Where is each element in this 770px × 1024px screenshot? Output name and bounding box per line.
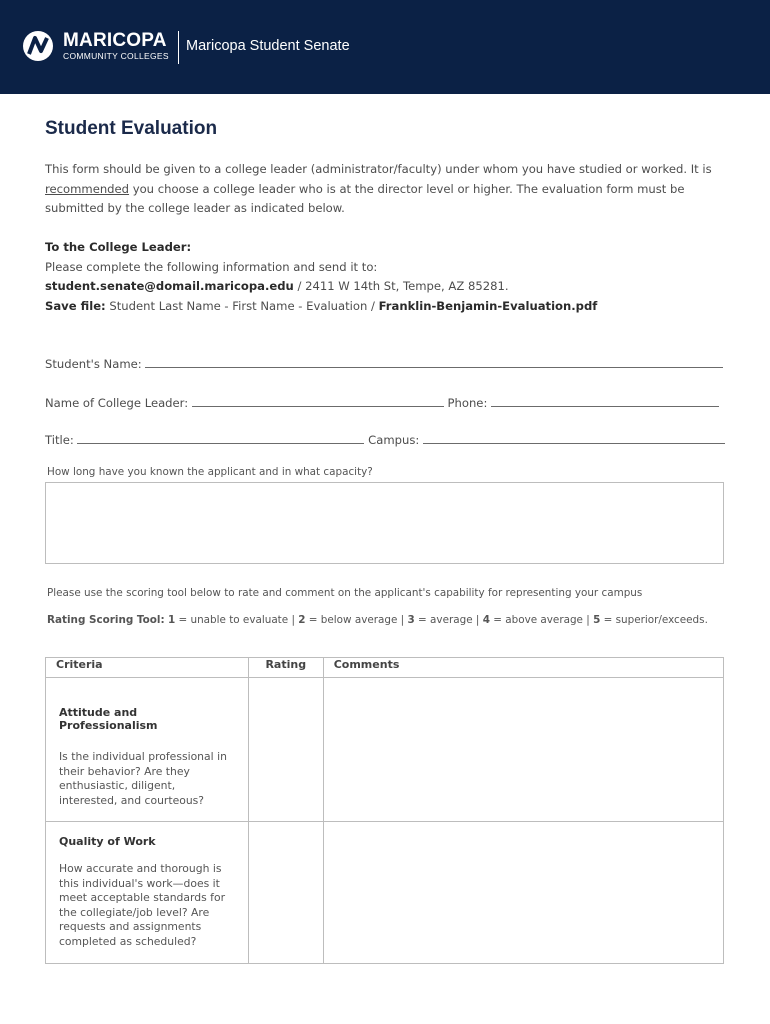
title-field[interactable] [77,431,364,444]
scale-2-text: = below average | [305,614,408,626]
rating-header: Rating [248,658,323,678]
criteria-description: Is the individual professional in their behavior? Are they enthusiastic, diligent, interested, and courteous? [59,750,227,807]
student-name-label: Student's Name: [45,357,142,371]
header-banner [0,0,770,94]
leader-name-label: Name of College Leader: [45,396,189,410]
scale-3-text: = average | [414,614,483,626]
table-row [46,822,724,964]
rating-cell[interactable] [248,678,323,822]
save-file-label: Save file: [45,298,106,313]
title-campus-row [45,431,725,447]
comments-cell[interactable] [323,822,723,964]
intro-underlined: recommended [45,181,130,196]
intro-text-1: This form should be given to a college leader (administrator/faculty) under whom you have studied or worked. It is [45,162,712,176]
criteria-cell [46,822,249,964]
criteria-description: How accurate and thorough is this individual's work—does it meet acceptable standards for the collegiate/job level? Are requests and assignments completed as scheduled? [59,862,226,948]
criteria-cell [46,678,249,822]
mail-address: / 2411 W 14th St, Tempe, AZ 85281. [293,279,509,293]
comments-cell[interactable] [323,678,723,822]
capacity-answer-box[interactable] [45,482,724,564]
leader-name-field[interactable] [192,394,444,407]
brand-name: MARICOPA [63,30,167,51]
maricopa-logo-icon [22,30,54,62]
scale-1-number: 1 [167,614,176,626]
phone-label: Phone: [447,396,488,410]
criteria-header: Criteria [46,658,249,678]
rating-cell[interactable] [248,822,323,964]
comments-header: Comments [323,658,723,678]
rating-scale [47,614,708,626]
leader-instruction: Please complete the following information and send it to: [45,259,378,274]
leader-heading: To the College Leader: [45,240,192,254]
save-file-pattern: Student Last Name - First Name - Evaluation / [105,298,379,313]
email-address[interactable]: student.senate@domail.maricopa.edu [45,279,294,293]
leader-instructions [45,238,735,316]
scale-5-text: = superior/exceeds. [600,614,708,626]
save-file-example: Franklin-Benjamin-Evaluation.pdf [378,298,598,313]
scale-1-text: = unable to evaluate | [175,614,299,626]
capacity-question: How long have you known the applicant and in what capacity? [47,466,373,478]
student-name-field[interactable] [145,355,723,368]
leader-name-row [45,394,719,410]
intro-paragraph [45,160,735,219]
page-title: Student Evaluation [45,118,218,139]
phone-field[interactable] [491,394,719,407]
scale-label: Rating Scoring Tool: [47,614,165,626]
scale-4-number: 4 [482,614,490,626]
table-row [46,678,724,822]
criteria-name: Attitude and Professionalism [59,706,158,732]
student-name-row [45,355,723,371]
brand-subtitle: COMMUNITY COLLEGES [63,51,169,61]
campus-field[interactable] [423,431,725,444]
scale-5-number: 5 [593,614,601,626]
org-name: Maricopa Student Senate [186,38,350,54]
scale-4-text: = above average | [489,614,594,626]
table-header-row [46,658,724,678]
criteria-table [45,657,724,964]
logo-divider [178,31,179,64]
scale-2-number: 2 [298,614,306,626]
criteria-name: Quality of Work [59,835,156,848]
campus-label: Campus: [368,433,420,447]
title-label: Title: [45,433,74,447]
intro-text-2: you choose a college leader who is at the director level or higher. The evaluation form must be submitted by the college leader as indicated below. [45,181,685,215]
scoring-instructions: Please use the scoring tool below to rate and comment on the applicant's capability for representing your campus [47,587,643,599]
scale-3-number: 3 [407,614,415,626]
